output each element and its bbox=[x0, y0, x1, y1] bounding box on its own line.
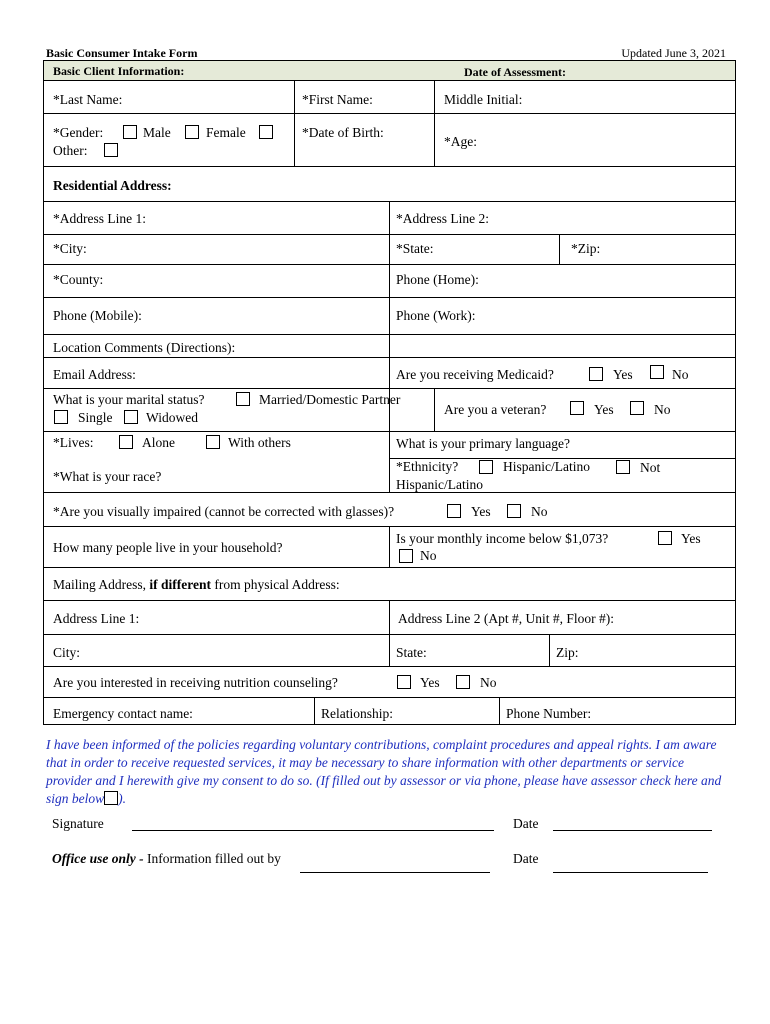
relationship-label: Relationship: bbox=[321, 706, 393, 721]
primary-language-question: What is your primary language? bbox=[396, 436, 570, 451]
visual-no-label: No bbox=[531, 504, 548, 519]
lives-alone-label: Alone bbox=[142, 435, 175, 450]
mailing-line2-label: Address Line 2 (Apt #, Unit #, Floor #): bbox=[398, 611, 614, 626]
gender-other-label: Other: bbox=[53, 143, 88, 158]
residential-address-heading: Residential Address: bbox=[53, 178, 172, 193]
office-date-label: Date bbox=[513, 851, 539, 866]
single-checkbox[interactable] bbox=[54, 410, 68, 424]
medicaid-yes-label: Yes bbox=[613, 367, 633, 382]
office-date-line[interactable] bbox=[553, 872, 708, 873]
not-label: Not bbox=[640, 460, 661, 475]
gender-label: *Gender: bbox=[53, 125, 104, 140]
income-no-label: No bbox=[420, 548, 437, 563]
state-label: *State: bbox=[396, 241, 434, 256]
widowed-checkbox[interactable] bbox=[124, 410, 138, 424]
visual-no-checkbox[interactable] bbox=[507, 504, 521, 518]
address-line2-label: *Address Line 2: bbox=[396, 211, 489, 226]
household-question: How many people live in your household? bbox=[53, 540, 283, 555]
zip-label: *Zip: bbox=[571, 241, 601, 256]
phone-work-label: Phone (Work): bbox=[396, 308, 476, 323]
updated-date: Updated June 3, 2021 bbox=[621, 46, 726, 60]
nutrition-yes-label: Yes bbox=[420, 675, 440, 690]
age-label: *Age: bbox=[444, 134, 477, 149]
signature-date-label: Date bbox=[513, 816, 539, 831]
location-comments-label: Location Comments (Directions): bbox=[53, 340, 236, 355]
middle-initial-label: Middle Initial: bbox=[444, 92, 523, 107]
lives-alone-checkbox[interactable] bbox=[119, 435, 133, 449]
signature-date-line[interactable] bbox=[553, 830, 712, 831]
signature-label: Signature bbox=[52, 816, 104, 831]
nutrition-question: Are you interested in receiving nutrition counseling? bbox=[53, 675, 338, 690]
veteran-yes-label: Yes bbox=[594, 402, 614, 417]
hispanic-label: Hispanic/Latino bbox=[503, 459, 590, 474]
city-label: *City: bbox=[53, 241, 87, 256]
medicaid-no-label: No bbox=[672, 367, 689, 382]
veteran-no-label: No bbox=[654, 402, 671, 417]
filled-out-by-line[interactable] bbox=[300, 872, 490, 873]
not-hispanic-label: Hispanic/Latino bbox=[396, 477, 483, 492]
lives-label: *Lives: bbox=[53, 435, 94, 450]
first-name-label: *First Name: bbox=[302, 92, 373, 107]
gender-female-checkbox[interactable] bbox=[185, 125, 199, 139]
widowed-label: Widowed bbox=[146, 410, 198, 425]
email-label: Email Address: bbox=[53, 367, 136, 382]
mailing-line1-label: Address Line 1: bbox=[53, 611, 140, 626]
veteran-question: Are you a veteran? bbox=[444, 402, 547, 417]
nutrition-yes-checkbox[interactable] bbox=[397, 675, 411, 689]
visual-yes-label: Yes bbox=[471, 504, 491, 519]
nutrition-no-checkbox[interactable] bbox=[456, 675, 470, 689]
gender-other-checkbox[interactable] bbox=[259, 125, 273, 139]
income-no-checkbox[interactable] bbox=[399, 549, 413, 563]
gender-female-label: Female bbox=[206, 125, 246, 140]
intake-form bbox=[43, 60, 736, 725]
gender-male-label: Male bbox=[143, 125, 171, 140]
hispanic-checkbox[interactable] bbox=[479, 460, 493, 474]
single-label: Single bbox=[78, 410, 113, 425]
medicaid-no-checkbox[interactable] bbox=[650, 365, 664, 379]
visual-impaired-question: *Are you visually impaired (cannot be corrected with glasses)? bbox=[53, 504, 395, 519]
married-label: Married/Domestic Partner bbox=[259, 392, 401, 407]
visual-yes-checkbox[interactable] bbox=[447, 504, 461, 518]
marital-status-question: What is your marital status? bbox=[53, 392, 205, 407]
phone-home-label: Phone (Home): bbox=[396, 272, 479, 287]
phone-number-label: Phone Number: bbox=[506, 706, 592, 721]
last-name-label: *Last Name: bbox=[53, 92, 123, 107]
lives-with-others-label: With others bbox=[228, 435, 291, 450]
dob-label: *Date of Birth: bbox=[302, 125, 384, 140]
gender-other-text-box[interactable] bbox=[104, 143, 118, 157]
income-yes-label: Yes bbox=[681, 531, 701, 546]
mailing-state-label: State: bbox=[396, 645, 427, 660]
basic-client-info-label: Basic Client Information: bbox=[53, 64, 185, 78]
veteran-no-checkbox[interactable] bbox=[630, 401, 644, 415]
form-title: Basic Consumer Intake Form bbox=[46, 46, 198, 60]
income-question: Is your monthly income below $1,073? bbox=[396, 531, 609, 546]
date-of-assessment-label: Date of Assessment: bbox=[464, 65, 566, 79]
mailing-zip-label: Zip: bbox=[556, 645, 579, 660]
income-yes-checkbox[interactable] bbox=[658, 531, 672, 545]
lives-with-others-checkbox[interactable] bbox=[206, 435, 220, 449]
race-question: *What is your race? bbox=[53, 469, 162, 484]
ethnicity-label: *Ethnicity? bbox=[396, 459, 459, 474]
mailing-city-label: City: bbox=[53, 645, 81, 660]
address-line1-label: *Address Line 1: bbox=[53, 211, 146, 226]
assessor-check-checkbox[interactable] bbox=[104, 791, 118, 805]
county-label: *County: bbox=[53, 272, 104, 287]
married-checkbox[interactable] bbox=[236, 392, 250, 406]
medicaid-yes-checkbox[interactable] bbox=[589, 367, 603, 381]
emergency-contact-label: Emergency contact name: bbox=[53, 706, 193, 721]
not-hispanic-checkbox[interactable] bbox=[616, 460, 630, 474]
mailing-address-label: Mailing Address, if different from physical Address: bbox=[53, 577, 340, 592]
medicaid-question: Are you receiving Medicaid? bbox=[396, 367, 554, 382]
signature-line[interactable] bbox=[132, 830, 494, 831]
gender-male-checkbox[interactable] bbox=[123, 125, 137, 139]
nutrition-no-label: No bbox=[480, 675, 497, 690]
office-use-label: Office use only - Information filled out by bbox=[52, 851, 281, 866]
veteran-yes-checkbox[interactable] bbox=[570, 401, 584, 415]
phone-mobile-label: Phone (Mobile): bbox=[53, 308, 142, 323]
consent-statement: I have been informed of the policies regarding voluntary contributions, complaint procedures and appeal rights. I am aware that in order to receive requested services, it may be necessary to share information with other departments or service provider and I herewith give my consent to do so. (If filled out by assessor or via phone, please have assessor check here and sign below ). bbox=[46, 737, 722, 806]
